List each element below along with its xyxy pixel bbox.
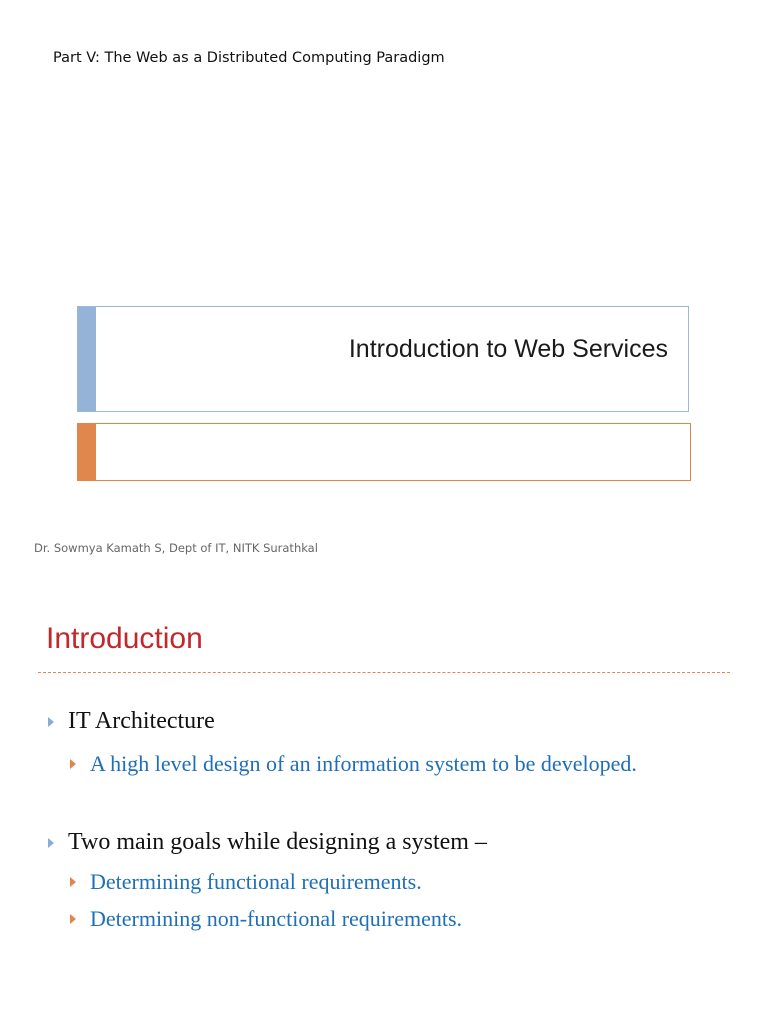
heading-divider — [38, 672, 730, 673]
intro-heading: Introduction — [46, 622, 203, 655]
bullet-two-goals — [48, 829, 487, 856]
sub-bullet-text: Determining non-functional requirements. — [90, 906, 463, 931]
bullet-triangle-icon — [48, 838, 54, 848]
sub-bullet-design — [70, 751, 637, 777]
slide-footer: Dr. Sowmya Kamath S, Dept of IT, NITK Surathkal — [34, 541, 318, 555]
sub-bullet-text: Determining functional requirements. — [90, 869, 422, 894]
sub-bullet-triangle-icon — [70, 877, 76, 887]
title-box — [77, 306, 689, 412]
bullet-text: IT Architecture — [68, 708, 215, 734]
bullet-triangle-icon — [48, 717, 54, 727]
sub-bullet-non-functional — [70, 906, 462, 932]
slide-title: Introduction to Web Services — [348, 335, 668, 363]
subtitle-accent-bar — [78, 424, 96, 480]
sub-bullet-triangle-icon — [70, 914, 76, 924]
subtitle-box — [77, 423, 691, 481]
sub-bullet-triangle-icon — [70, 759, 76, 769]
part-header: Part V: The Web as a Distributed Computing Paradigm — [53, 50, 445, 66]
sub-bullet-text: A high level design of an information system to be developed. — [90, 751, 637, 776]
title-accent-bar — [78, 307, 96, 411]
bullet-text: Two main goals while designing a system – — [68, 829, 487, 855]
sub-bullet-functional — [70, 869, 422, 895]
bullet-it-architecture — [48, 708, 215, 735]
